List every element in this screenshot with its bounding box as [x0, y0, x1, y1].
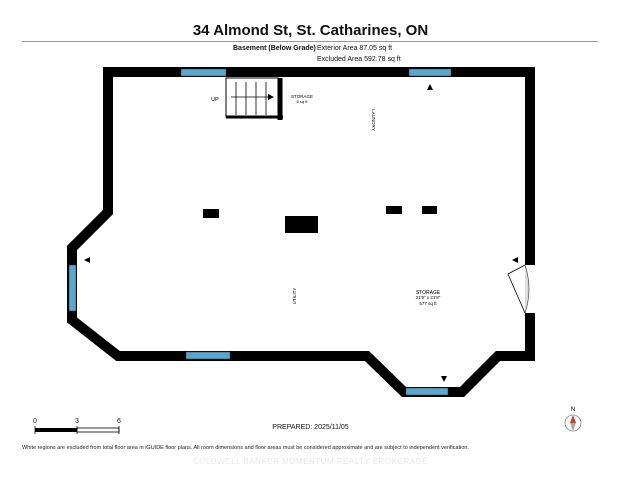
up-label: UP — [211, 97, 219, 103]
utility-label: UTILITY — [292, 287, 297, 305]
scale-tick-6: 6 — [117, 418, 121, 425]
prepared-date: PREPARED: 2025/11/05 — [272, 424, 349, 431]
exterior-area: Exterior Area 87.05 sq ft — [317, 45, 393, 52]
scale-tick-0: 0 — [33, 418, 37, 425]
watermark: COLDWELL BANKER MOMENTUM REALTY BROKERAGE — [192, 457, 429, 466]
excluded-area: Excluded Area 592.78 sq ft — [317, 56, 401, 63]
storage-main-area: 577 sq ft — [419, 301, 437, 306]
storage-small-name: STORAGE — [291, 94, 313, 99]
compass-label: N — [570, 407, 576, 413]
floor-label: Basement (Below Grade) — [233, 45, 316, 52]
storage-main-dims: 31'9" x 21'8" — [415, 295, 441, 300]
laundry-label: LAUNDRY — [371, 109, 376, 131]
storage-small-area: 8 sq ft — [296, 99, 308, 104]
plan-title: 34 Almond St, St. Catharines, ON — [192, 22, 429, 39]
storage-main-name: STORAGE — [415, 290, 441, 296]
disclaimer: White regions are excluded from total floor area in iGUIDE floor plans. All room dimensions and floor areas must be considered approximate and are subject to independent verification. — [22, 445, 469, 451]
scale-tick-3: 3 — [75, 418, 79, 425]
